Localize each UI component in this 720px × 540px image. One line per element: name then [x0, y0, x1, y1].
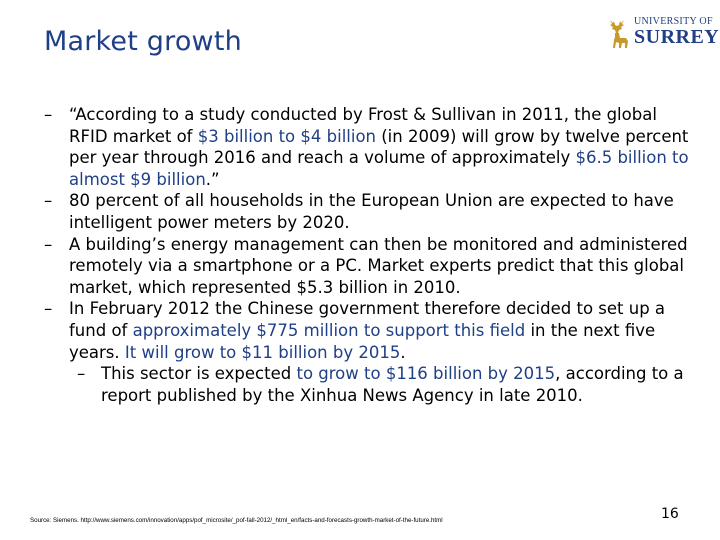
bullet-dash: – — [44, 234, 53, 254]
highlighted-text: $3 billion to $4 billion — [197, 126, 376, 146]
bullet-text: . — [400, 342, 406, 362]
bullet-dash: – — [44, 105, 53, 124]
bullet-item — [44, 234, 694, 299]
bullet-item — [44, 104, 694, 190]
bullet-dash: – — [44, 299, 53, 319]
highlighted-text: It will grow to $11 billion by 2015 — [124, 342, 401, 362]
bullet-item — [44, 190, 694, 233]
bullet-text: This sector is expected — [101, 364, 297, 384]
page-number: 16 — [661, 506, 679, 522]
logo-text-university: UNIVERSITY OF — [634, 16, 713, 27]
bullet-text: .” — [205, 169, 220, 189]
logo-text-surrey: SURREY — [634, 26, 720, 48]
university-logo — [604, 16, 720, 50]
highlighted-text: $6.5 billion to almost $9 billion — [69, 148, 689, 189]
highlighted-text: approximately $775 million to support this field — [132, 320, 526, 340]
bullet-dash: – — [77, 364, 86, 384]
bullet-text: (in 2009) will grow by twelve percent per year through 2016 and reach a volume of approximately — [69, 126, 689, 168]
bullet-dash: – — [44, 191, 53, 211]
bullet-text: 80 percent of all households in the European Union are expected to have intelligent power meters by 2020. — [69, 191, 674, 232]
source-citation: Source: Siemens. http://www.siemens.com/innovation/apps/pof_microsite/_pof-fall-2012/_html_en/facts-and-forecasts-growth-market-of-the-future.html — [30, 517, 443, 524]
bullet-list — [44, 104, 694, 406]
bullet-text: “According to a study conducted by Frost & Sullivan in 2011, the global RFID market of — [69, 105, 657, 146]
bullet-item — [44, 298, 694, 363]
slide-title: Market growth — [44, 26, 242, 57]
stag-icon — [604, 18, 630, 50]
bullet-text: in the next five years. — [69, 320, 656, 362]
bullet-text: A building’s energy management can then be monitored and administered remotely via a smartphone or a PC. Market experts predict that this global market, which represented $5.3 billion in 2010. — [69, 234, 688, 297]
highlighted-text: to grow to $116 billion by 2015 — [296, 364, 556, 384]
sub-bullet-item — [44, 363, 694, 406]
bullet-text: In February 2012 the Chinese government therefore decided to set up a fund of — [69, 299, 666, 340]
bullet-text: , according to a report published by the Xinhua News Agency in late 2010. — [101, 364, 684, 405]
